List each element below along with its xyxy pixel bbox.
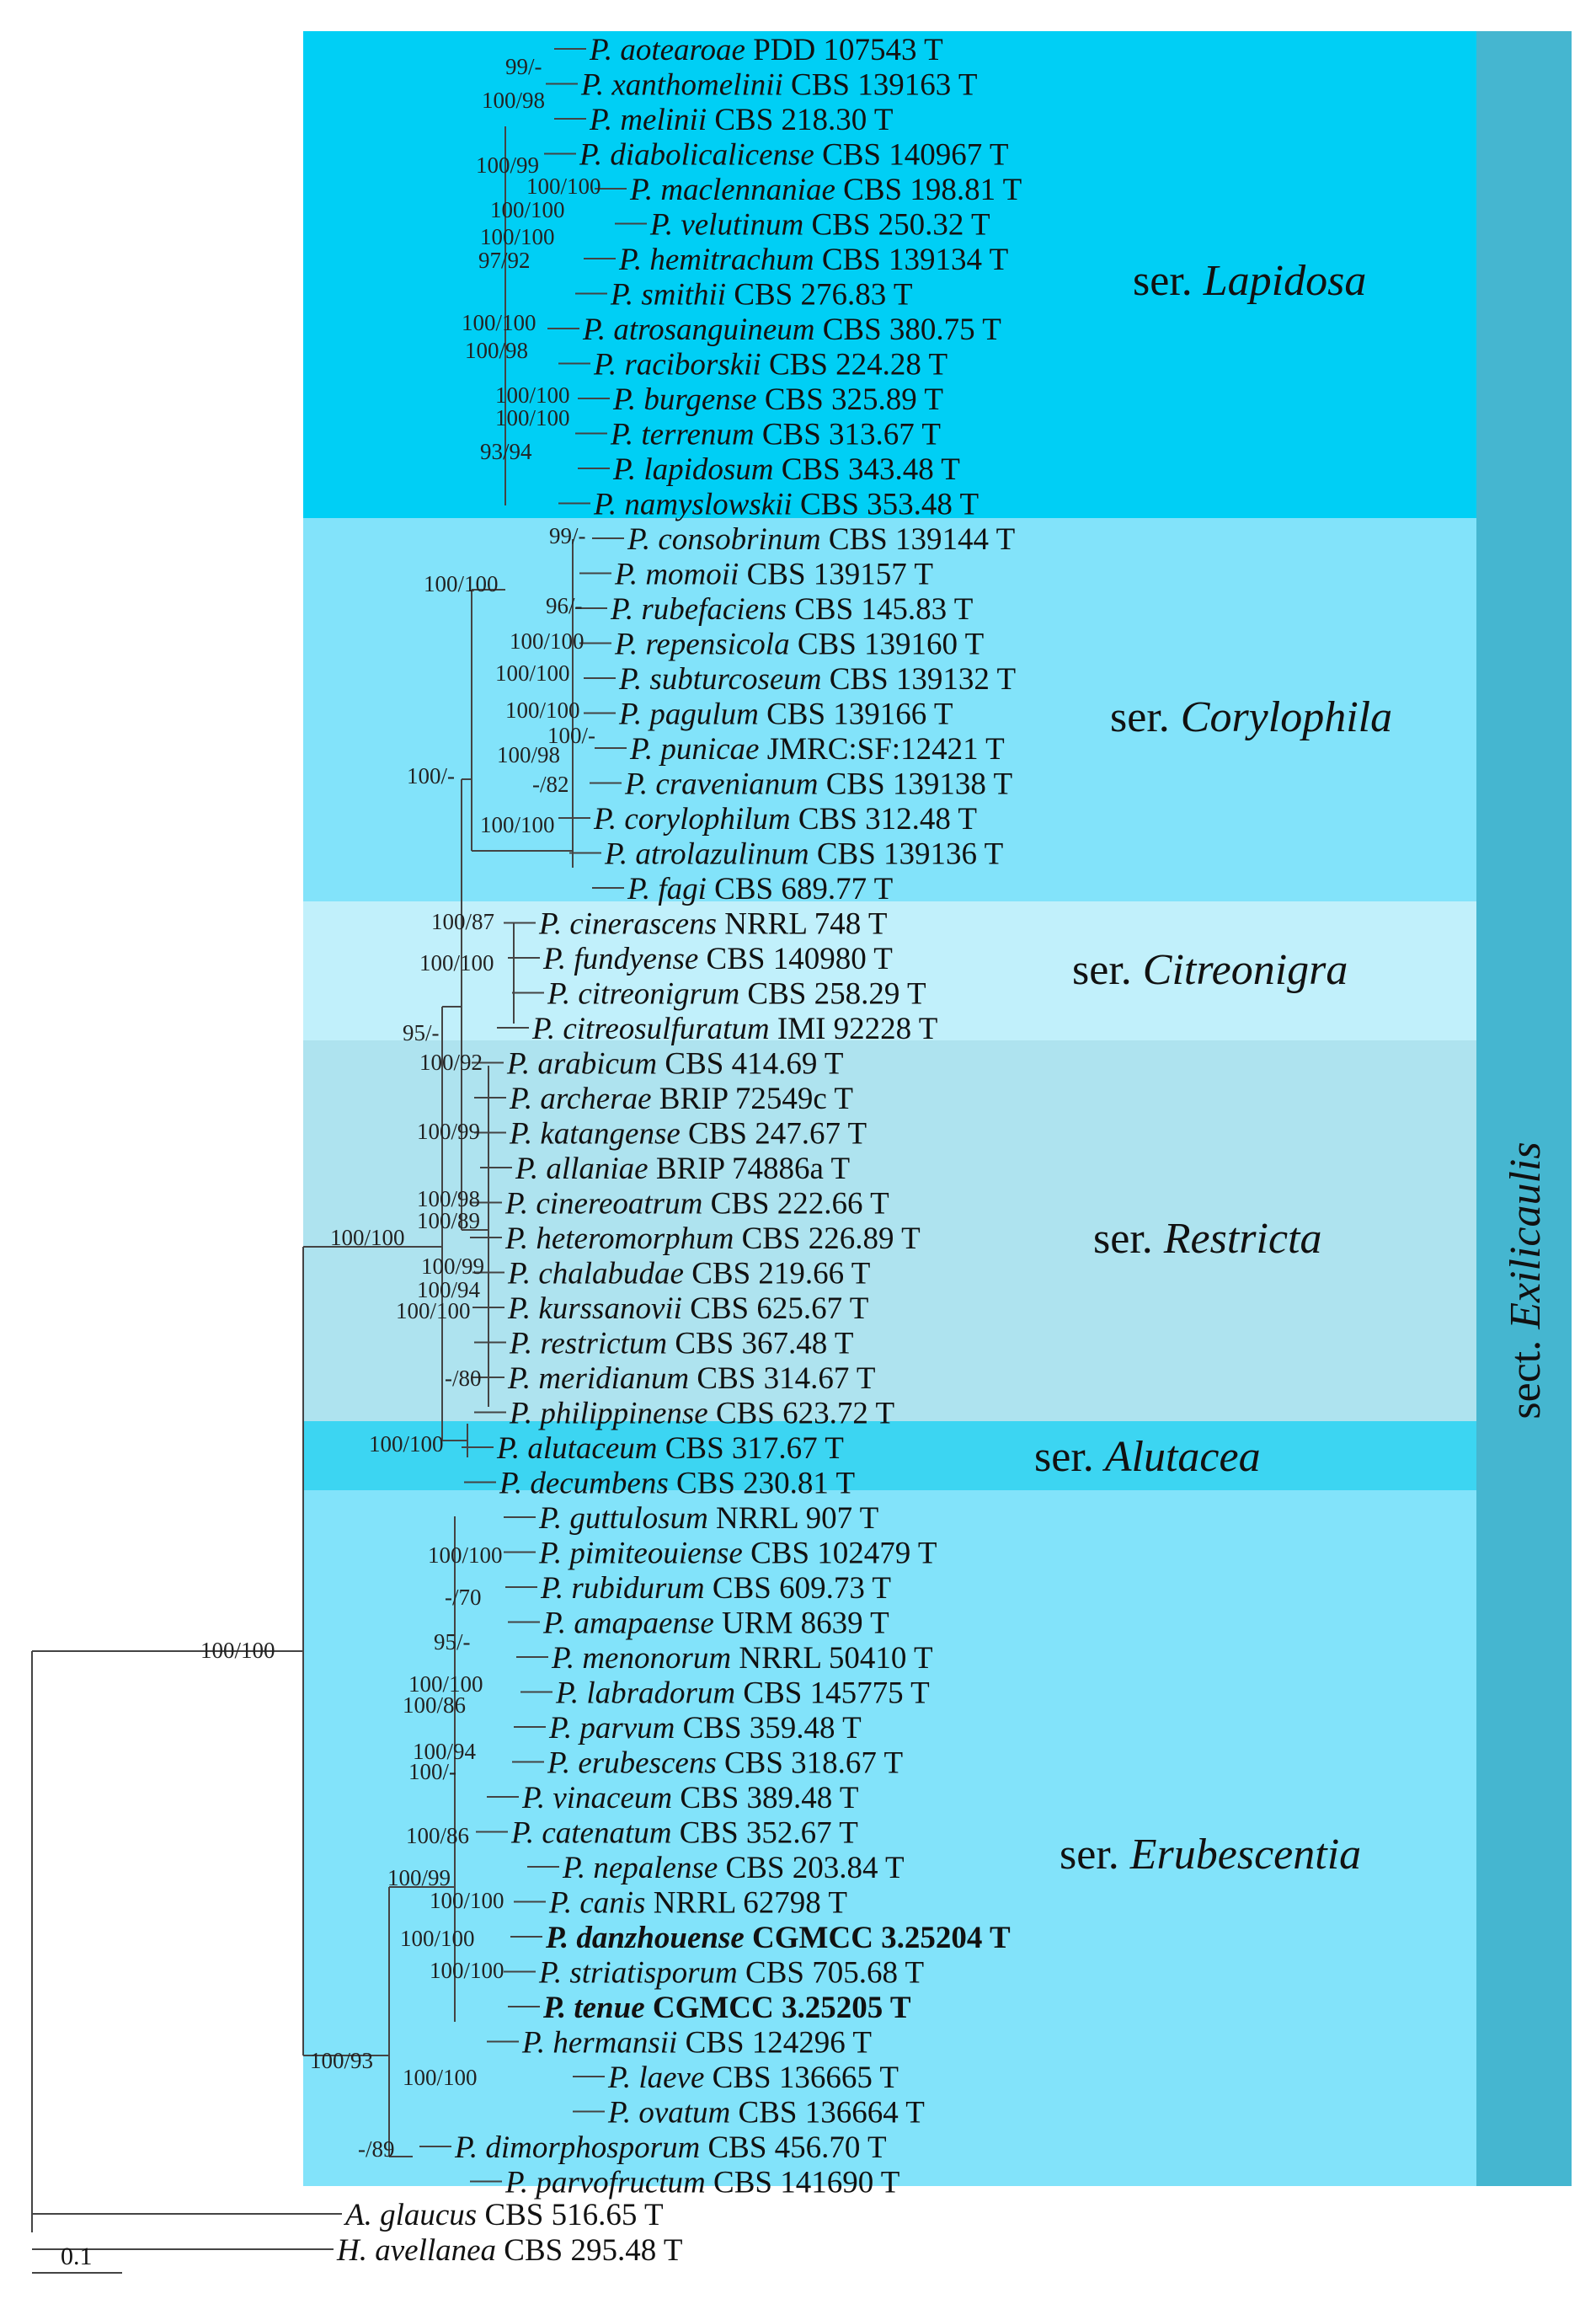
support-value: 100/87 [431,909,495,934]
support-value: 100/86 [403,1692,467,1718]
taxon-label: P. cravenianum CBS 139138 T [625,767,1013,802]
taxon-label: P. meridianum CBS 314.67 T [508,1361,876,1396]
taxon-label: P. velutinum CBS 250.32 T [650,207,990,243]
taxon-label: P. guttulosum NRRL 907 T [539,1501,879,1536]
taxon-label: P. atrosanguineum CBS 380.75 T [583,313,1001,347]
taxon-label: A. glaucus CBS 516.65 T [345,2198,664,2232]
support-value: 100/100 [330,1225,405,1250]
taxon-label: P. fundyense CBS 140980 T [543,942,893,976]
taxon-label: P. cinerascens NRRL 748 T [539,906,888,942]
taxon-label: P. citreosulfuratum IMI 92228 T [532,1012,938,1046]
support-value: 100/98 [465,338,529,363]
support-value: 100/- [547,723,595,748]
support-value: 100/92 [419,1050,483,1075]
support-value: -/82 [532,772,569,797]
taxon-label: P. maclennaniae CBS 198.81 T [630,173,1022,207]
taxon-label: P. catenatum CBS 352.67 T [511,1815,858,1851]
taxon-label: P. restrictum CBS 367.48 T [510,1326,854,1361]
taxon-label: P. tenue CGMCC 3.25205 T [543,1991,911,2025]
taxon-label: P. rubefaciens CBS 145.83 T [611,592,974,627]
support-value: 99/- [505,54,542,79]
support-value: 95/- [403,1020,440,1045]
support-value: 100/100 [495,405,570,430]
taxon-label: P. repensicola CBS 139160 T [615,627,985,662]
support-value: 100/93 [310,2048,374,2073]
support-value: 100/100 [200,1638,275,1663]
taxon-label: P. fagi CBS 689.77 T [627,872,894,906]
taxon-label: P. hemitrachum CBS 139134 T [619,243,1009,277]
series-label-restricta: ser. Restricta [1093,1215,1322,1263]
support-value: 100/100 [480,812,555,837]
taxon-label: P. nepalense CBS 203.84 T [563,1851,905,1885]
support-value: 100/100 [505,698,580,723]
taxon-label: P. chalabudae CBS 219.66 T [508,1256,871,1291]
support-value: 100/100 [424,571,499,596]
support-value: 100/100 [495,382,570,408]
taxon-label: P. corylophilum CBS 312.48 T [594,802,978,837]
series-label-citreonigra: ser. Citreonigra [1072,946,1348,994]
section-label-exilicaulis: sect. Exilicaulis [1502,1141,1550,1419]
taxon-label: H. avellanea CBS 295.48 T [337,2233,683,2268]
support-value: 100/- [408,1759,456,1784]
taxon-label: P. raciborskii CBS 224.28 T [594,347,948,382]
section-bar [1476,31,1572,2186]
taxon-label: P. momoii CBS 139157 T [615,557,933,592]
taxon-label: P. kurssanovii CBS 625.67 T [508,1291,869,1326]
series-label-corylophila: ser. Corylophila [1110,693,1393,741]
taxon-label: P. pagulum CBS 139166 T [619,697,953,732]
support-value: 95/- [434,1629,471,1654]
taxon-label: P. melinii CBS 218.30 T [590,103,894,137]
taxon-label: P. parvum CBS 359.48 T [549,1711,862,1745]
taxon-label: P. burgense CBS 325.89 T [613,382,943,417]
support-value: 100/100 [428,1542,503,1568]
support-value: 99/- [549,523,586,548]
support-value: -/89 [358,2136,395,2162]
taxon-label: P. terrenum CBS 313.67 T [611,417,941,452]
taxon-label: P. subturcoseum CBS 139132 T [619,662,1017,697]
taxon-label: P. parvofructum CBS 141690 T [505,2165,900,2200]
taxon-label: P. diabolicalicense CBS 140967 T [579,137,1009,173]
support-value: 100/100 [526,174,601,199]
support-value: 100/99 [421,1254,485,1279]
support-value: 100/100 [408,1671,483,1697]
taxon-label: P. striatisporum CBS 705.68 T [539,1955,925,1991]
taxon-label: P. rubidurum CBS 609.73 T [541,1571,892,1606]
taxon-label: P. ovatum CBS 136664 T [608,2095,925,2130]
taxon-label: P. smithii CBS 276.83 T [611,277,913,313]
taxon-label: P. canis NRRL 62798 T [549,1885,847,1921]
support-value: 100/94 [413,1739,477,1764]
support-value: 96/- [546,593,583,618]
support-value: 100/100 [369,1431,444,1457]
support-value: 100/98 [482,88,546,113]
series-label-erubescentia: ser. Erubescentia [1060,1831,1362,1879]
support-value: 100/100 [403,2065,478,2090]
taxon-label: P. philippinense CBS 623.72 T [510,1396,895,1431]
support-value: 100/98 [497,742,561,767]
taxon-label: P. atrolazulinum CBS 139136 T [605,837,1004,872]
taxon-label: P. archerae BRIP 72549c T [510,1082,854,1116]
taxon-label: P. vinaceum CBS 389.48 T [522,1781,859,1815]
taxon-label: P. hermansii CBS 124296 T [522,2025,872,2061]
taxon-label: P. allaniae BRIP 74886a T [515,1152,851,1186]
taxon-label: P. heteromorphum CBS 226.89 T [505,1221,921,1256]
support-value: 100/100 [510,628,584,654]
support-value: 93/94 [480,439,532,464]
taxon-label: P. lapidosum CBS 343.48 T [613,452,960,487]
support-value: 100/94 [417,1277,481,1302]
support-value: 100/100 [490,197,565,222]
support-value: -/70 [445,1585,482,1610]
taxon-label: P. menonorum NRRL 50410 T [552,1641,933,1676]
taxon-label: P. cinereoatrum CBS 222.66 T [505,1186,889,1221]
support-value: 100/100 [396,1298,471,1323]
support-value: 100/100 [419,950,494,976]
series-label-lapidosa: ser. Lapidosa [1133,257,1367,305]
support-value: -/80 [445,1366,482,1391]
support-value: 100/100 [495,660,570,686]
support-value: 100/99 [417,1119,481,1144]
taxon-label: P. erubescens CBS 318.67 T [547,1745,904,1781]
taxon-label: P. amapaense URM 8639 T [543,1606,889,1641]
support-value: 100/99 [387,1865,451,1890]
support-value: 100/99 [476,152,540,178]
taxon-label: P. dimorphosporum CBS 456.70 T [455,2130,887,2165]
taxon-label: P. namyslowskii CBS 353.48 T [594,487,979,522]
taxon-label: P. alutaceum CBS 317.67 T [497,1431,844,1466]
support-value: 100/100 [462,310,536,335]
taxon-label: P. consobrinum CBS 139144 T [627,522,1016,557]
support-value: 100/89 [417,1208,481,1233]
series-label-alutacea: ser. Alutacea [1034,1433,1261,1481]
support-value: 100/100 [430,1888,504,1913]
taxon-label: P. danzhouense CGMCC 3.25204 T [546,1921,1011,1955]
scale-bar-label: 0.1 [61,2243,93,2270]
support-value: 100/100 [430,1958,504,1983]
taxon-label: P. arabicum CBS 414.69 T [507,1046,844,1082]
support-value: 100/- [407,763,455,788]
taxon-label: P. aotearoae PDD 107543 T [590,33,943,67]
support-value: 100/100 [480,224,555,249]
taxon-label: P. decumbens CBS 230.81 T [499,1466,856,1501]
taxon-label: P. punicae JMRC:SF:12421 T [630,732,1005,767]
taxon-label: P. citreonigrum CBS 258.29 T [547,976,926,1012]
series-band-alutacea [303,1421,1476,1490]
taxon-label: P. katangense CBS 247.67 T [510,1116,867,1152]
taxon-label: P. pimiteouiense CBS 102479 T [539,1536,937,1571]
taxon-label: P. xanthomelinii CBS 139163 T [581,67,978,103]
support-value: 100/98 [417,1186,481,1211]
taxon-label: P. laeve CBS 136665 T [608,2061,899,2095]
support-value: 100/86 [406,1823,470,1848]
support-value: 100/100 [400,1926,475,1951]
taxon-label: P. labradorum CBS 145775 T [556,1676,930,1711]
support-value: 97/92 [478,248,531,273]
